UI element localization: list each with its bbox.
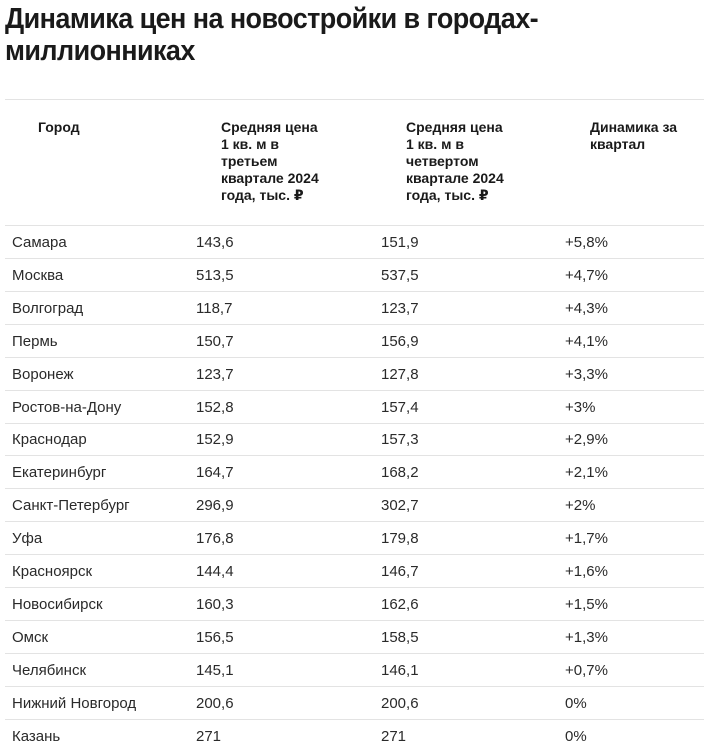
header-line: 1 кв. м в	[406, 136, 464, 152]
header-line: года, тыс. ₽	[406, 187, 489, 203]
header-line: 1 кв. м в	[221, 136, 279, 152]
change-cell: +2,9%	[565, 431, 608, 449]
q4-price-cell: 156,9	[381, 332, 419, 350]
city-cell: Новосибирск	[12, 595, 103, 613]
column-header-change	[590, 119, 677, 153]
q3-price-cell: 271	[196, 727, 222, 745]
city-cell: Краснодар	[12, 431, 87, 449]
column-header-city: Город	[38, 119, 80, 135]
header-line: Средняя цена	[406, 119, 503, 135]
change-cell: +3%	[565, 398, 596, 416]
q4-price-cell: 200,6	[381, 694, 419, 712]
table-row	[0, 489, 704, 522]
header-line: года, тыс. ₽	[221, 187, 304, 203]
q3-price-cell: 145,1	[196, 661, 234, 679]
change-cell: +0,7%	[565, 661, 608, 679]
q3-price-cell: 160,3	[196, 595, 234, 613]
city-cell: Омск	[12, 628, 49, 646]
q4-price-cell: 271	[381, 727, 407, 745]
header-line: третьем	[221, 153, 278, 169]
table-row	[0, 391, 704, 424]
city-cell: Уфа	[12, 530, 43, 548]
table-row	[0, 687, 704, 720]
change-cell: 0%	[565, 727, 587, 745]
table-row	[0, 654, 704, 687]
city-cell: Красноярск	[12, 563, 93, 580]
page-title: Динамика цен на новостройки в городах-миллионниках	[5, 3, 539, 67]
q3-price-cell: 156,5	[196, 628, 234, 646]
header-line: квартал	[590, 136, 646, 152]
change-cell: +4,1%	[565, 332, 608, 350]
header-line: квартале 2024	[221, 170, 319, 186]
table-row	[0, 259, 704, 292]
table-row	[0, 720, 704, 753]
q4-price-cell: 157,3	[381, 431, 419, 449]
q4-price-cell: 162,6	[381, 595, 419, 613]
column-header-q3-price	[221, 119, 319, 204]
q4-price-cell: 157,4	[381, 398, 419, 416]
header-line: четвертом	[406, 153, 479, 169]
city-cell: Нижний Новгород	[12, 694, 137, 712]
q4-price-cell: 127,8	[381, 365, 419, 383]
q4-price-cell: 151,9	[381, 234, 419, 251]
city-cell: Челябинск	[12, 661, 87, 679]
city-cell: Волгоград	[12, 299, 84, 317]
city-cell: Санкт-Петербург	[12, 497, 130, 515]
change-cell: +1,7%	[565, 530, 608, 548]
q4-price-cell: 179,8	[381, 530, 419, 548]
change-cell: +5,8%	[565, 234, 608, 251]
q3-price-cell: 176,8	[196, 530, 234, 548]
change-cell: +2%	[565, 497, 596, 515]
q4-price-cell: 302,7	[381, 497, 419, 515]
q3-price-cell: 144,4	[196, 563, 234, 580]
change-cell: +4,3%	[565, 299, 608, 317]
q3-price-cell: 152,9	[196, 431, 234, 449]
change-cell: +4,7%	[565, 266, 608, 284]
column-header-q4-price	[406, 119, 504, 204]
q3-price-cell: 164,7	[196, 464, 234, 482]
table-row	[0, 555, 704, 588]
city-cell: Пермь	[12, 332, 58, 350]
header-top-divider	[5, 99, 704, 100]
table-row	[0, 588, 704, 621]
q3-price-cell: 513,5	[196, 266, 234, 284]
table-row	[0, 292, 704, 325]
table-row	[0, 325, 704, 358]
q3-price-cell: 296,9	[196, 497, 234, 515]
change-cell: +1,5%	[565, 595, 608, 613]
q3-price-cell: 123,7	[196, 365, 234, 383]
q4-price-cell: 146,1	[381, 661, 419, 679]
header-line: Динамика за	[590, 119, 678, 135]
header-line: Средняя цена	[221, 119, 318, 135]
city-cell: Ростов-на-Дону	[12, 398, 122, 416]
change-cell: +2,1%	[565, 464, 608, 482]
q3-price-cell: 143,6	[196, 234, 234, 251]
table-row	[0, 358, 704, 391]
q3-price-cell: 200,6	[196, 694, 234, 712]
city-cell: Самара	[12, 234, 67, 251]
city-cell: Москва	[12, 266, 64, 284]
change-cell: 0%	[565, 694, 587, 712]
q4-price-cell: 168,2	[381, 464, 419, 482]
q4-price-cell: 123,7	[381, 299, 419, 317]
table-row	[0, 226, 704, 259]
header-line: квартале 2024	[406, 170, 504, 186]
q4-price-cell: 537,5	[381, 266, 419, 284]
table-row	[0, 621, 704, 654]
q3-price-cell: 150,7	[196, 332, 234, 350]
city-cell: Воронеж	[12, 365, 74, 383]
change-cell: +3,3%	[565, 365, 608, 383]
table-row	[0, 456, 704, 489]
q3-price-cell: 152,8	[196, 398, 234, 416]
table-row	[0, 522, 704, 555]
table-row	[0, 423, 704, 456]
q4-price-cell: 146,7	[381, 563, 419, 580]
q4-price-cell: 158,5	[381, 628, 419, 646]
change-cell: +1,6%	[565, 563, 608, 580]
change-cell: +1,3%	[565, 628, 608, 646]
city-cell: Казань	[12, 727, 61, 745]
q3-price-cell: 118,7	[196, 299, 233, 317]
city-cell: Екатеринбург	[12, 464, 107, 482]
